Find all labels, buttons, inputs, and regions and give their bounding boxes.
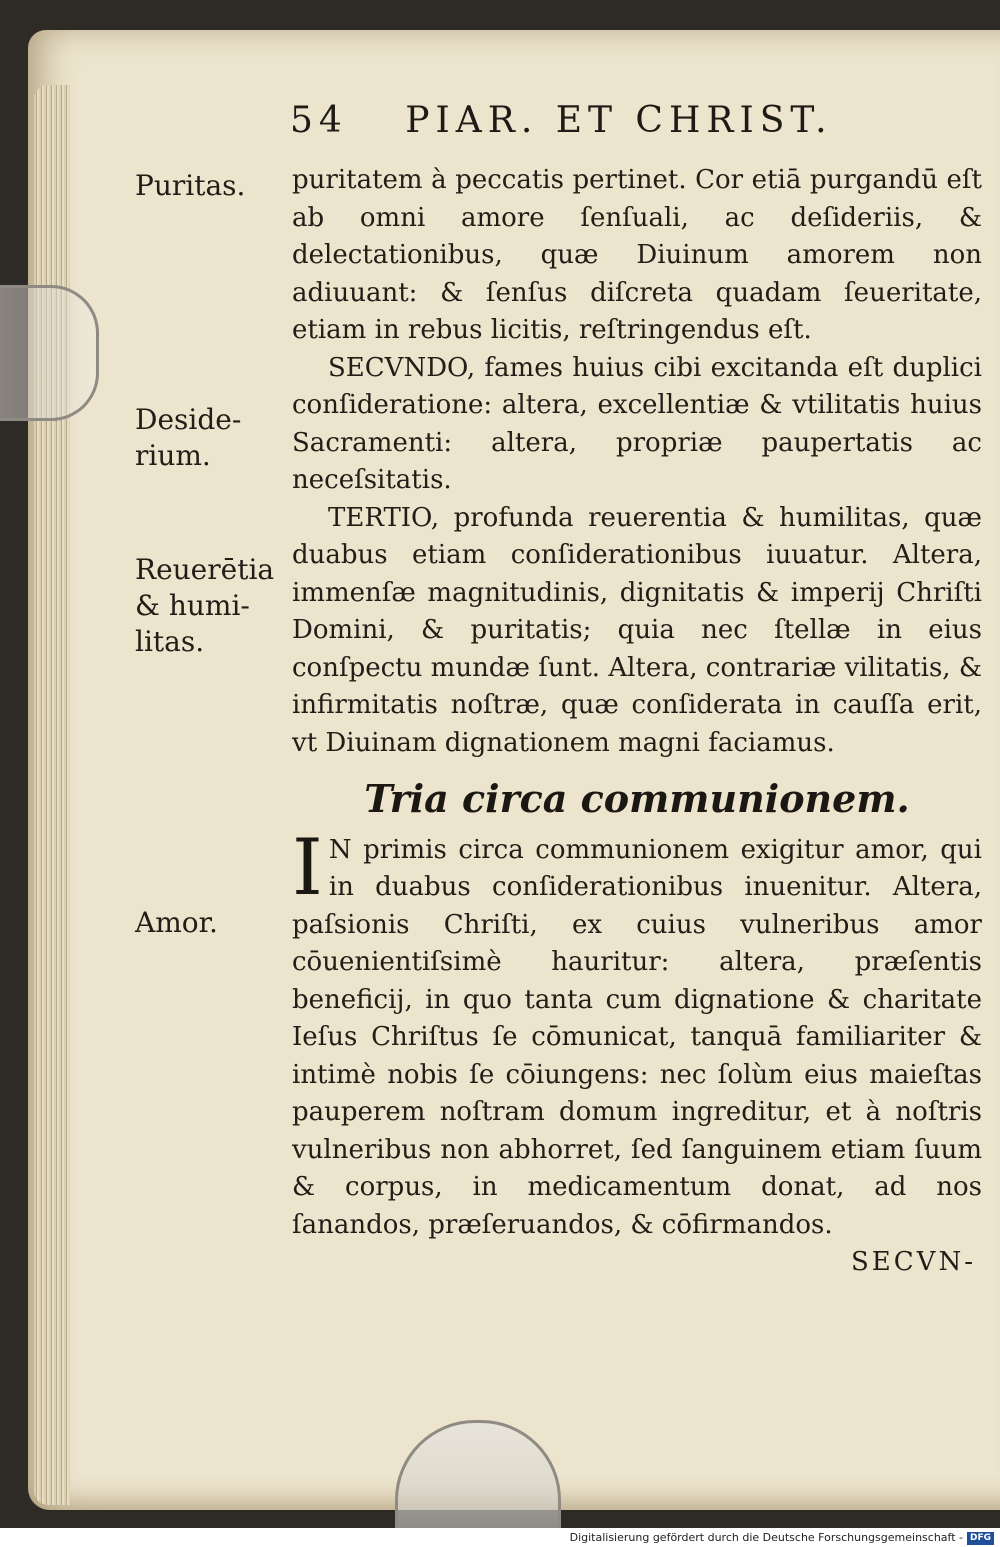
section-heading: Tria circa communionem. xyxy=(364,776,910,821)
paragraph-secundo: SECVNDO, fames huius cibi excitanda eſt duplici conſideratione: altera, excellentiæ & vtilitatis huius Sacramenti: altera, propriæ paupertatis ac neceſsitatis. xyxy=(292,352,982,495)
margin-note-desiderium: Deside- rium. xyxy=(135,403,242,472)
margin-note-puritas: Puritas. xyxy=(135,169,246,202)
margin-note-reuerentia: Reuerētia & humi- litas. xyxy=(135,553,275,658)
page-number: 54 xyxy=(290,100,348,141)
footer-credit: Digitalisierung gefördert durch die Deutsche Forschungsgemeinschaft - xyxy=(569,1531,963,1544)
dfg-logo-icon: DFG xyxy=(967,1532,994,1545)
running-header xyxy=(290,100,900,141)
catchword: SECVN- xyxy=(851,1247,976,1277)
main-text-block xyxy=(292,162,982,1282)
section-paragraph xyxy=(292,822,982,1245)
digitization-footer xyxy=(0,1528,1000,1547)
running-title: PIAR. ET CHRIST. xyxy=(405,100,833,141)
paragraph-tertio: TERTIO, profunda reuerentia & humilitas, quæ duabus etiam conſiderationibus iuuatur. Altera, immenſæ magnitudinis, dignitatis & imperij Chriſti Domini, & puritatis; quia nec ſtellæ in eius conſpectu mundæ ſunt. Altera, contrariæ vilitatis, & infirmitatis noſtræ, quæ conſiderata in cauſſa erit, vt Diuinam dignationem magni faciamus. xyxy=(292,502,982,758)
plastic-clip-left xyxy=(0,285,99,421)
drop-cap: I xyxy=(292,822,323,913)
margin-note-amor: Amor. xyxy=(135,906,218,939)
section-paragraph-text: N primis circa communionem exigitur amor, qui in duabus conſiderationibus inuenitur. Altera, paſsionis Chriſti, ex cuius vulneribus amor cōuenientiſsimè hauritur: altera, præſentis beneficij, in quo tanta cum dignatione & charitate Ieſus Chriſtus ſe cōmunicat, tanquā familiariter & intimè nobis ſe cōiungens: nec ſolùm eius maieſtas pauperem noſtram domum ingreditur, et à noſtris vulneribus non abhorret, ſed ſanguinem etiam ſuum & corpus, in medicamentum donat, ad nos ſanandos, præſeruandos, & cōfirmandos. xyxy=(292,834,982,1240)
paragraph-1: puritatem à peccatis pertinet. Cor etiā purgandū eſt ab omni amore ſenſuali, ac deſideriis, & delectationibus, quæ Diuinum amorem non adiuuant: & ſenſus diſcreta quadam ſeueritate, etiam in rebus licitis, reſtringendus eſt. xyxy=(292,165,982,345)
